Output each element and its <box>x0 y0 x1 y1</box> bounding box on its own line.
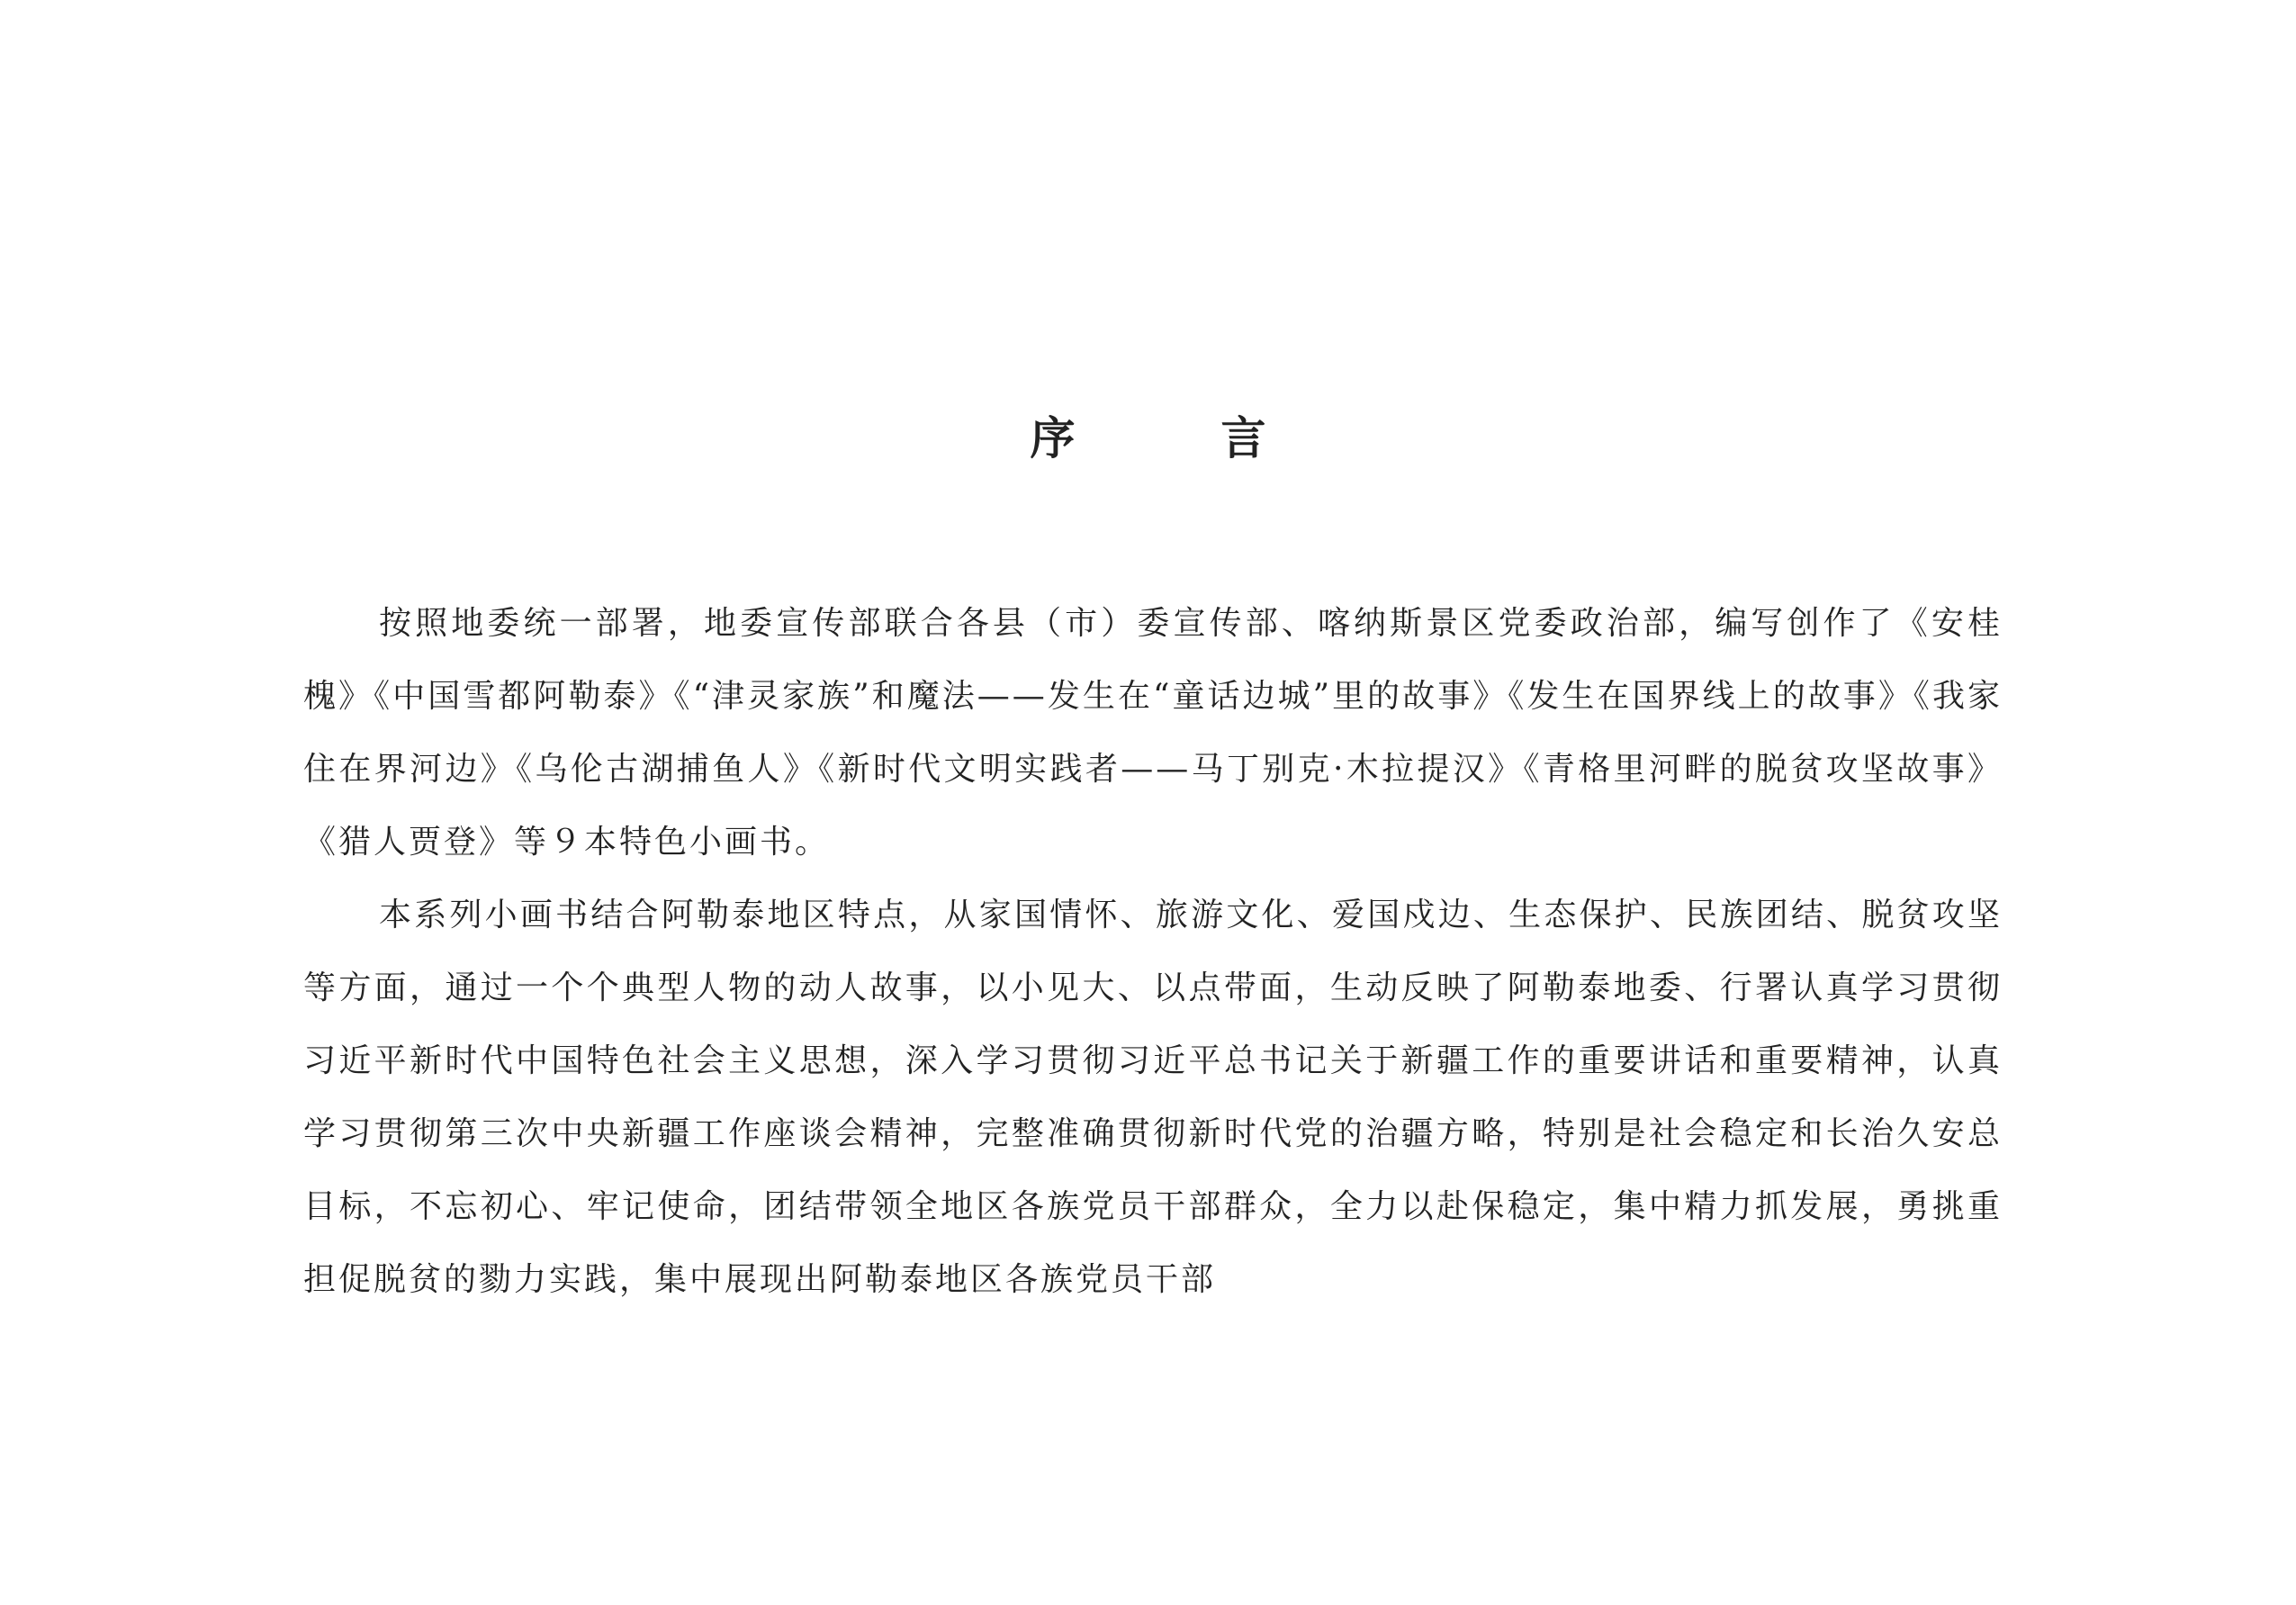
paragraph-2: 本系列小画书结合阿勒泰地区特点，从家国情怀、旅游文化、爱国戍边、生态保护、民族团结、脱贫攻坚等方面，通过一个个典型人物的动人故事，以小见大、以点带面，生动反映了阿勒泰地委、行署认真学习贯彻习近平新时代中国特色社会主义思想，深入学习贯彻习近平总书记关于新疆工作的重要讲话和重要精神，认真学习贯彻第三次中央新疆工作座谈会精神，完整准确贯彻新时代党的治疆方略，特别是社会稳定和长治久安总目标，不忘初心、牢记使命，团结带领全地区各族党员干部群众，全力以赴保稳定，集中精力抓发展，勇挑重担促脱贫的勠力实践，集中展现出阿勒泰地区各族党员干部 <box>303 897 2003 1298</box>
paragraph-1: 按照地委统一部署，地委宣传部联合各县（市）委宣传部、喀纳斯景区党委政治部，编写创作了《安桂槐》《中国雪都阿勒泰》《“津灵家族”和魔法——发生在“童话边城”里的故事》《发生在国界线上的故事》《我家住在界河边》《乌伦古湖捕鱼人》《新时代文明实践者——马丁别克·木拉提汉》《青格里河畔的脱贫攻坚故事》《猎人贾登》等９本特色小画书。 <box>303 605 2003 861</box>
page-title: 序 言 <box>1030 411 1317 464</box>
preface-body <box>303 587 2003 1316</box>
